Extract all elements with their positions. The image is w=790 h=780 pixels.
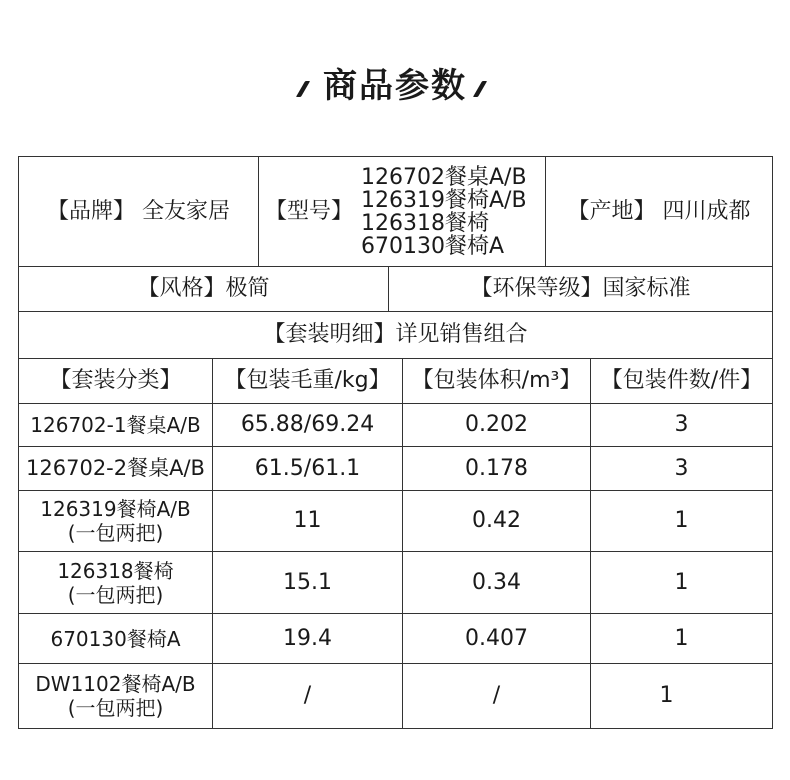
row-count: 1 — [659, 683, 674, 708]
model-item: 126702餐桌A/B — [361, 164, 527, 190]
eco-grade-cell: 【环保等级】国家标准 — [470, 276, 691, 301]
row-weight: 61.5/61.1 — [254, 455, 361, 481]
model-item: 670130餐椅A — [361, 233, 505, 259]
row-category-name: DW1102餐椅A/B — [35, 672, 196, 696]
row-count: 1 — [674, 625, 689, 651]
row-volume: 0.178 — [465, 455, 528, 481]
row-weight: 65.88/69.24 — [240, 412, 375, 437]
model-label: 【型号】 — [265, 198, 354, 224]
row-volume: 0.34 — [472, 569, 521, 595]
row-category-note: (一包两把) — [67, 582, 164, 607]
row-volume: 0.202 — [465, 412, 528, 437]
row-category: 670130餐椅A — [50, 626, 181, 651]
row-category-name: 126319餐椅A/B — [40, 497, 191, 521]
table-border-right — [772, 156, 773, 729]
row-weight: 11 — [293, 508, 322, 533]
row-category: 126702-1餐桌A/B — [30, 413, 201, 437]
row-weight: / — [303, 683, 312, 708]
set-detail-cell: 【套装明细】详见销售组合 — [263, 322, 528, 347]
brand-cell: 【品牌】 全友家居 — [47, 198, 230, 224]
section-header — [0, 58, 790, 107]
header-count: 【包装件数/件】 — [600, 368, 763, 393]
row-weight: 19.4 — [283, 625, 332, 651]
header-category: 【套装分类】 — [49, 368, 182, 393]
row-category — [19, 664, 212, 728]
row-count: 3 — [674, 455, 689, 481]
row-category — [19, 552, 212, 613]
model-item: 126319餐椅A/B — [361, 187, 527, 213]
page-title: 商品参数 — [323, 66, 467, 106]
model-item: 126318餐椅 — [361, 210, 489, 236]
model-cell — [259, 157, 545, 266]
style-cell: 【风格】极简 — [137, 276, 270, 301]
origin-cell: 【产地】 四川成都 — [567, 198, 751, 224]
row-category: 126702-2餐桌A/B — [26, 456, 205, 480]
right-accent-mark — [473, 81, 487, 97]
row-volume: / — [492, 683, 501, 708]
row-category-name: 126318餐椅 — [57, 558, 174, 583]
table-border-bottom — [18, 728, 773, 729]
row-count: 3 — [674, 412, 689, 437]
row-category — [19, 491, 212, 551]
header-weight: 【包装毛重/kg】 — [224, 368, 391, 393]
row-count: 1 — [674, 569, 689, 595]
row-category-note: (一包两把) — [67, 696, 164, 720]
model-list — [361, 166, 527, 258]
row-volume: 0.407 — [465, 625, 528, 651]
header-volume: 【包装体积/m³】 — [411, 368, 582, 393]
row-weight: 15.1 — [283, 569, 332, 595]
row-category-note: (一包两把) — [67, 521, 164, 545]
left-accent-mark — [296, 81, 310, 97]
row-count: 1 — [674, 508, 689, 533]
row-volume: 0.42 — [472, 508, 521, 533]
